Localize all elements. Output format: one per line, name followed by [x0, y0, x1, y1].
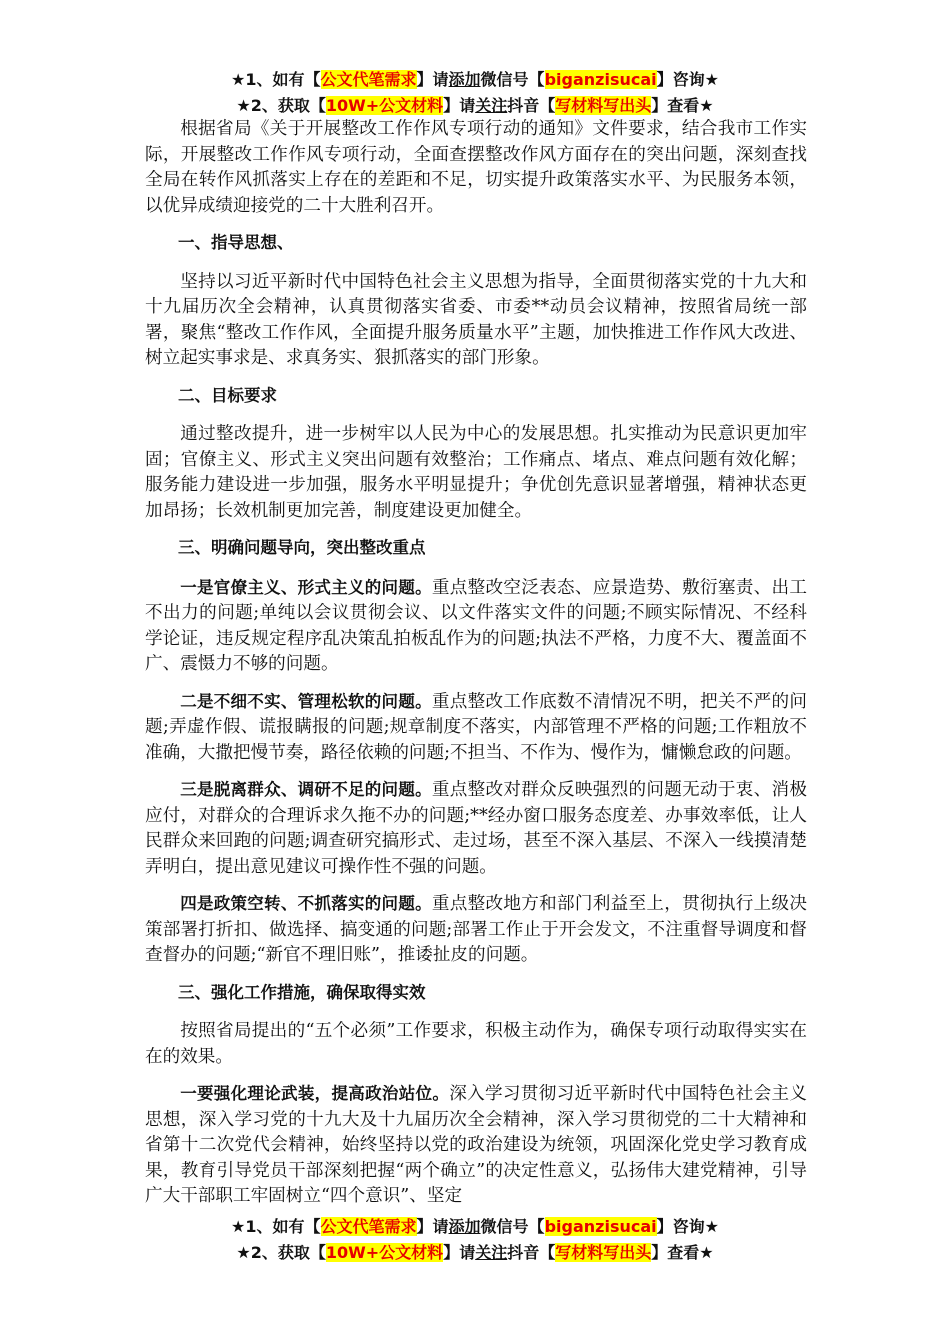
- section-heading-goals: 二、目标要求: [178, 385, 277, 405]
- item-text: 重点整改对群众反映强烈的问题无动于衷、消极应付，对群众的合理诉求久拖不办的问题;**经办窗口服务态度差、办事效率低，让人民群众来回跑的问题;调查研究搞形式、走过场，甚至不深入基层、不深入一线摸清楚弄明白，提出意见建议可操作性不强的问题。: [145, 780, 807, 877]
- footer-banner: [0, 1214, 950, 1266]
- banner-underline: 添加: [448, 70, 481, 89]
- section-heading-problems: 三、明确问题导向，突出整改重点: [178, 538, 426, 557]
- banner-highlight: 10W+公文材料: [325, 96, 444, 115]
- item-lead: 四是政策空转、不抓落实的问题。: [180, 894, 432, 913]
- intro-paragraph: 根据省局《关于开展整改工作作风专项行动的通知》文件要求，结合我市工作实际，开展整改工作作风专项行动，全面查摆整改作风方面存在的突出问题，深刻查找全局在转作风抓落实上存在的差距和不足，切实提升政策落实水平、为民服务本领，以优异成绩迎接党的二十大胜利召开。: [145, 119, 807, 216]
- problem-item-3: [145, 777, 807, 880]
- item-text: 重点整改工作底数不清情况不明，把关不严的问题;弄虚作假、谎报瞒报的问题;规章制度不落实，内部管理不严格的问题;工作粗放不准确，大撒把慢节奏，路径依赖的问题;不担当、不作为、慢作为，慵懒怠政的问题。: [145, 691, 807, 763]
- banner-douyin-id: 写材料写出头: [555, 1243, 652, 1262]
- banner-text: ★1、如有【: [231, 1217, 321, 1236]
- banner-text: 】查看★: [651, 96, 714, 115]
- item-text: 重点整改空泛表态、应景造势、敷衍塞责、出工不出力的问题;单纯以会议贯彻会议、以文件落实文件的问题;不顾实际情况、不经科学论证，违反规定程序乱决策乱拍板乱作为的问题;执法不严格，力度不大、覆盖面不广、震慑力不够的问题。: [145, 577, 807, 674]
- banner-text: 】查看★: [651, 1243, 714, 1262]
- banner-underline: 关注: [475, 1243, 508, 1262]
- banner-text: 】请: [416, 70, 449, 89]
- problem-item-4: [145, 891, 807, 969]
- item-lead: 一要强化理论武装，提高政治站位。: [180, 1084, 450, 1103]
- banner-highlight: 10W+公文材料: [325, 1243, 444, 1262]
- section-heading-measures: 三、强化工作措施，确保取得实效: [178, 982, 426, 1002]
- measure-item-1: [145, 1081, 807, 1210]
- banner-text: 】请: [443, 96, 476, 115]
- banner-text: 】请: [443, 1243, 476, 1262]
- section-heading-guiding-ideology: 一、指导思想、: [178, 233, 294, 252]
- banner-line-1: [0, 1214, 950, 1240]
- banner-underline: 关注: [475, 96, 508, 115]
- paragraph-guiding-ideology: 坚持以习近平新时代中国特色社会主义思想为指导，全面贯彻落实党的十九大和十九届历次全会精神，认真贯彻落实省委、市委**动员会议精神，按照省局统一部署，聚焦“整改工作作风，全面提升服务质量水平”主题，加快推进工作作风大改进、树立起实事求是、求真务实、狠抓落实的部门形象。: [145, 271, 807, 368]
- banner-text: 】请: [416, 1217, 449, 1236]
- item-lead: 三是脱离群众、调研不足的问题。: [180, 780, 432, 799]
- banner-line-1: [0, 67, 950, 93]
- banner-douyin-id: 写材料写出头: [555, 96, 652, 115]
- banner-wechat-id: biganzisucai: [544, 1217, 657, 1236]
- banner-text: 抖音【: [507, 96, 556, 115]
- paragraph-measures: 按照省局提出的“五个必须”工作要求，积极主动作为，确保专项行动取得实实在在的效果。: [145, 1021, 807, 1067]
- item-text: 深入学习贯彻习近平新时代中国特色社会主义思想，深入学习党的十九大及十九届历次全会精神，深入学习贯彻党的二十大精神和省第十二次党代会精神，始终坚持以党的政治建设为统领，巩固深化党史学习教育成果，教育引导党员干部深刻把握“两个确立”的决定性意义，弘扬伟大建党精神，引导广大干部职工牢固树立“四个意识”、坚定: [145, 1084, 807, 1206]
- banner-text: ★1、如有【: [231, 70, 321, 89]
- banner-text: 微信号【: [480, 70, 545, 89]
- banner-text: ★2、获取【: [236, 96, 326, 115]
- banner-underline: 添加: [448, 1217, 481, 1236]
- item-lead: 一是官僚主义、形式主义的问题。: [180, 577, 432, 597]
- item-text: 重点整改地方和部门利益至上，贯彻执行上级决策部署打折扣、做选择、搞变通的问题;部署工作止于开会发文，不注重督导调度和督查督办的问题;“新官不理旧账”，推诿扯皮的问题。: [145, 894, 807, 965]
- header-banner: [0, 67, 950, 119]
- banner-text: 微信号【: [480, 1217, 545, 1236]
- banner-line-2: [0, 1240, 950, 1266]
- document-body: [145, 117, 807, 1221]
- item-lead: 二是不细不实、管理松软的问题。: [180, 691, 432, 711]
- problem-item-2: [145, 689, 807, 767]
- banner-highlight: 公文代笔需求: [320, 70, 417, 89]
- paragraph-goals: 通过整改提升，进一步树牢以人民为中心的发展思想。扎实推动为民意识更加牢固；官僚主义、形式主义突出问题有效整治；工作痛点、堵点、难点问题有效化解；服务能力建设进一步加强，服务水平明显提升；争优创先意识显著增强，精神状态更加昂扬；长效机制更加完善，制度建设更加健全。: [145, 424, 807, 521]
- banner-text: 】咨询★: [656, 1217, 719, 1236]
- banner-text: 】咨询★: [656, 70, 719, 89]
- problem-item-1: [145, 575, 807, 678]
- banner-line-2: [0, 93, 950, 119]
- banner-text: 抖音【: [507, 1243, 556, 1262]
- banner-text: ★2、获取【: [236, 1243, 326, 1262]
- banner-wechat-id: biganzisucai: [544, 70, 657, 89]
- banner-highlight: 公文代笔需求: [320, 1217, 417, 1236]
